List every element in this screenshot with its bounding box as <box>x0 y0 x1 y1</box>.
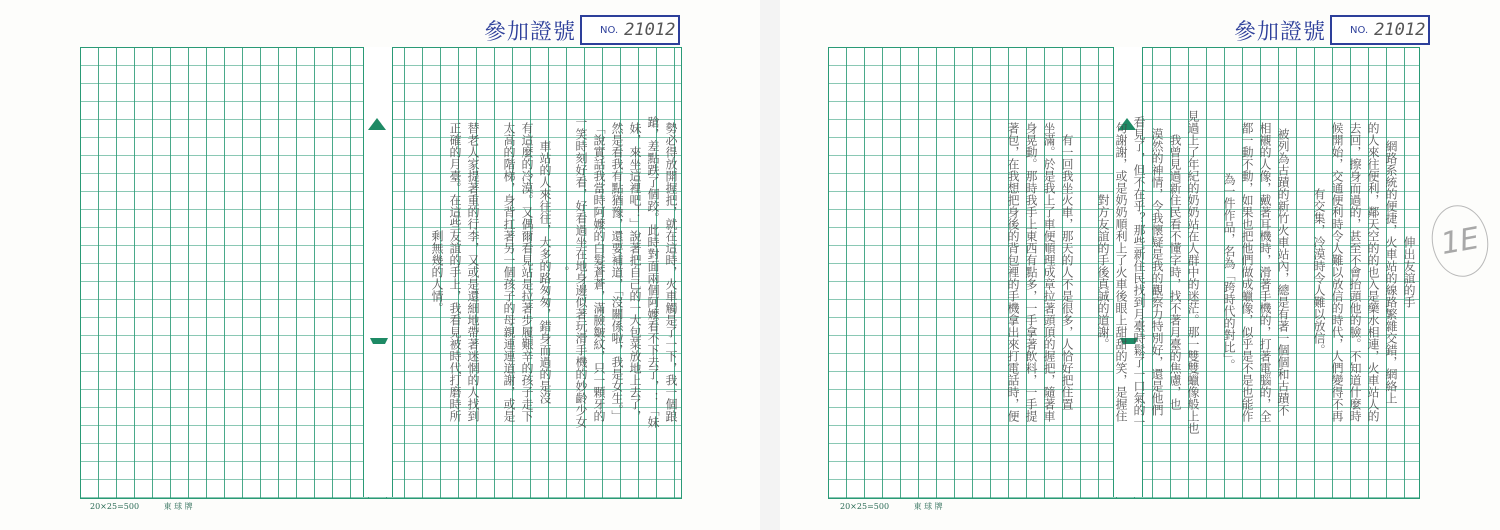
right-text-column <box>1202 47 1220 497</box>
left-text-column: 一笑時刻好看，好看過坐在地身邊似著玩滑手機的妙齡少女 <box>574 116 588 428</box>
right-text-column: 相襯的人像，戴著耳機時，滑著手機的，打著電腦的，全 <box>1258 122 1272 422</box>
publisher-label-right: 東 球 牌 <box>913 502 943 511</box>
left-text-column: 。 <box>556 266 570 278</box>
right-manuscript-page <box>780 0 1500 530</box>
right-text-column: 伸出友誼的手 <box>1402 236 1416 308</box>
page-footer-right <box>840 501 965 512</box>
entry-number-box <box>580 15 680 45</box>
publisher-label: 東 球 牌 <box>163 502 193 511</box>
right-text-column <box>1292 47 1310 497</box>
left-text-column: 車站的人來往往，大多的路匆匆，錯身而過的是沒 <box>538 140 552 404</box>
left-text-column: 太高的階梯，身背扛著另一個孩子的母親連連道謝，或是 <box>502 122 516 422</box>
left-text-column <box>482 47 500 497</box>
right-text-column: 都一動不動，如果也把他們做成蠟像，似乎是不是也能作 <box>1240 122 1254 422</box>
left-text-column: 蹌，差點跌了個跤。此時對面兩個阿嬤看不下去了，：「妹 <box>646 116 660 428</box>
entry-number-label: 參加證號 <box>484 20 577 45</box>
left-text-columns <box>80 47 680 497</box>
left-text-column: 正確的月臺。在這些友誼的手上，我看見被時代打磨時所 <box>448 122 462 422</box>
right-text-column: 有交集，冷漠時令人難以放信。 <box>1312 188 1326 356</box>
page-gutter <box>760 0 780 530</box>
right-text-column: 見過上了年紀的奶奶站在人群中的迷茫。那一雙雙蠟像般上也 <box>1186 110 1200 434</box>
right-text-column: 候開始，交通便利時令人難以放信的時代，人們變得不再 <box>1330 122 1344 422</box>
grade-mark: 1E <box>1426 201 1494 282</box>
right-text-column: 被列為古蹟的新竹火車站內，總是有著一個個和古蹟不 <box>1276 128 1290 416</box>
grid-size-label: 20×25=500 <box>90 502 140 511</box>
left-text-column: 然是看我有點猶豫，還要補道，「沒關係啦，我是女生。」 <box>610 122 624 422</box>
right-text-column: 看見了，但不在乎？那些新住民找到月臺時鬆了一口氣的一 <box>1132 116 1146 428</box>
right-text-column: 坐滿。於是我上了車便順理成章拉著頭頂的握把，隨著車 <box>1042 122 1056 422</box>
right-text-column: 有一回我坐火車，那天的人不是很多，人恰好把住置 <box>1060 134 1074 410</box>
no-label-right: NO. <box>1350 24 1369 36</box>
no-label: NO. <box>600 24 619 36</box>
right-text-column: 我曾見過新住民看不懂字時，找不著月臺的焦慮，也 <box>1168 134 1182 410</box>
grid-size-label-right: 20×25=500 <box>840 502 890 511</box>
left-text-column: 替老人家提著重的行李，又或是還細地帶著迷惘的人找到 <box>466 122 480 422</box>
right-text-column: 身晃動。那時我手上東西有點多，一手拿著飲料，一手提 <box>1024 122 1038 422</box>
entry-number-label-right: 參加證號 <box>1234 20 1327 45</box>
entry-number-value: 21012 <box>624 20 676 40</box>
left-text-column: 勢必得放開握把，就在這時，火車觸是了一下，我一個踉 <box>664 122 678 422</box>
right-text-column: 為一件作品，名為「跨時代的對比」。 <box>1222 173 1236 371</box>
left-text-column: 「說實話我當時阿嬤的白髮蒼蒼，滿臉皺紋，只一顆牙的 <box>592 122 606 422</box>
left-text-column: 有這麼的冷漠。又偶爾看見站是拉著步履艱辛的孩子走下 <box>520 122 534 422</box>
right-text-column: 的人來往便利，鄰天空的的也入是藥水相連，火車站人的 <box>1366 122 1380 422</box>
right-text-column: 對方友誼的手後真誠的道謝。 <box>1096 194 1110 350</box>
right-text-columns <box>828 47 1418 497</box>
entry-number-box-right <box>1330 15 1430 45</box>
right-text-column <box>1076 47 1094 497</box>
right-text-column: 句謝謝，或是奶奶順利上了火車後眼上甜甜的笑，是握住 <box>1114 122 1128 422</box>
left-text-column: 剩無幾的人情。 <box>430 230 444 314</box>
entry-number-value-right: 21012 <box>1374 20 1426 40</box>
right-text-column: 網路系統的便捷，火車站的線路繁雜交錯，網絡上 <box>1384 140 1398 404</box>
page-footer <box>90 501 215 512</box>
left-text-column: 妹，來坐這裡吧！」說著把自己的一大包菜放地上去了， <box>628 122 642 422</box>
right-text-column: 著包，在我想把身後的背包裡的手機拿出來打電話時，便 <box>1006 122 1020 422</box>
right-text-column: 漠然的神情，令我懷疑是我的觀察力特別好，還是他們 <box>1150 128 1164 416</box>
right-text-column: 去回，擦身而過的，甚至不會抬頭他的臉。不知道什麼時 <box>1348 122 1362 422</box>
